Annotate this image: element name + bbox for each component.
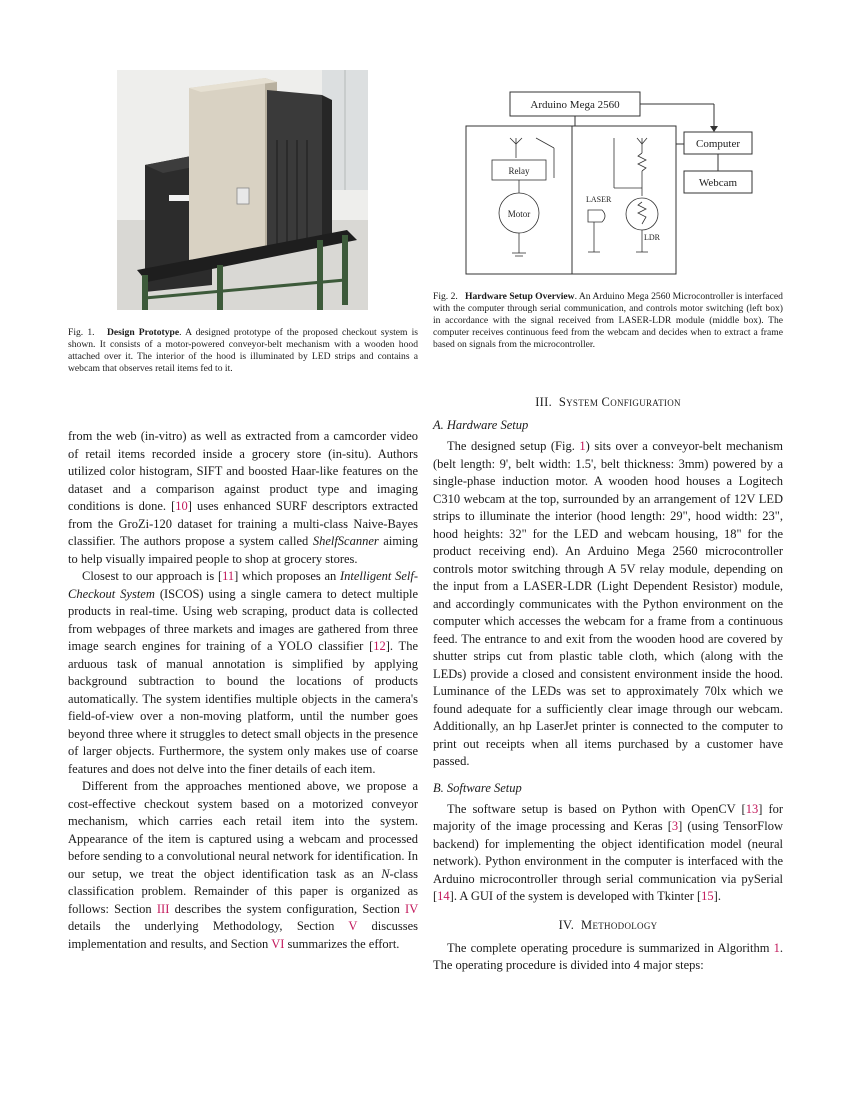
laser-label: LASER <box>586 195 612 204</box>
software-setup-paragraph: The software setup is based on Python with OpenCV [13] for majority of the image processing and Keras [3] (using TensorFlow backend) for implementing the object identification model (neural network). Python environment in the computer is interfaced with the Arduino microcontroller through serial communication via pySerial [14]. A GUI of the system is developed with Tkinter [15]. <box>433 801 784 903</box>
figure-link-1[interactable]: 1 <box>579 439 586 453</box>
section-link-v[interactable]: V <box>348 919 358 933</box>
section-iv-heading: IV. Methodology <box>558 917 658 932</box>
left-paragraph-1: from the web (in-vitro) as well as extracted from a camcorder video of retail items recorded inside a grocery store (in-situ). Authors utilized color histogram, SIFT and boosted Haar-like features on the dataset and a comparison against product type and imaging conditions is done. [10] uses enhanced SURF descriptors extracted from the GroZi-120 dataset for training a multi-class Naive-Bayes classifier. The authors propose a system called ShelfScanner aiming to help visually impaired people to shop at grocery stores. <box>68 429 419 566</box>
section-iii-heading: III. System Configuration <box>535 395 681 409</box>
ldr-label: LDR <box>644 233 660 242</box>
figure-2-caption <box>433 291 783 351</box>
left-paragraph-3: Different from the approaches mentioned above, we propose a cost-effective checkout system based on a motorized conveyor mechanism, which carries each retail item into the system. Appearance of the item is captured using a webcam and processed before sending to a convolutional neural network for identification. In our setup, we treat the object identification task as an N-class classification problem. Remainder of this paper is organized as follows: Section III describes the system configuration, Section IV details the underlying Methodology, Section V discusses implementation and results, and Section VI summarizes the effort. <box>68 779 419 951</box>
algorithm-link-1[interactable]: 1 <box>773 940 780 955</box>
citation-15[interactable]: 15 <box>701 889 714 903</box>
citation-14[interactable]: 14 <box>437 889 450 903</box>
subsection-a-heading: A. Hardware Setup <box>433 418 529 432</box>
section-link-iv[interactable]: IV <box>405 901 419 916</box>
relay-label: Relay <box>508 166 530 176</box>
fig2-prefix: Fig. 2. <box>433 291 458 302</box>
citation-10[interactable]: 10 <box>175 499 188 513</box>
subsection-b-heading: B. Software Setup <box>433 780 522 795</box>
section-link-vi[interactable]: VI <box>271 936 285 951</box>
arduino-label: Arduino Mega 2560 <box>530 99 620 111</box>
methodology-paragraph: The complete operating procedure is summarized in Algorithm 1. The operating procedure is divided into 4 major steps: <box>433 940 784 972</box>
webcam-label: Webcam <box>698 177 738 189</box>
left-paragraph-2: Closest to our approach is [11] which proposes an Intelligent Self-Checkout System (ISCOS) using a single camera to detect multiple products in real-time. Using web scraping, product data is collected from webpages of three markets and images are gathered from three image search engines for training of a YOLO classifier [12]. The arduous task of manual annotation is simplified by applying background subtraction to bound the locations of products automatically. The system identifies multiple objects in the camera's field-of-view over a non-moving platform, until the number goes beyond three where it struggles to detect small objects in the presence of larger objects. Furthermore, the system only makes use of coarse features and does not delve into the finer details of each item. <box>68 569 419 776</box>
citation-12[interactable]: 12 <box>373 639 386 653</box>
figure-1-caption <box>68 327 418 375</box>
design-prototype-photo <box>117 70 368 310</box>
section-link-iii[interactable]: III <box>156 901 170 916</box>
fig1-prefix: Fig. 1. <box>68 327 95 338</box>
citation-3[interactable]: 3 <box>671 819 679 833</box>
right-column <box>433 395 783 975</box>
citation-11[interactable]: 11 <box>222 569 235 583</box>
motor-label: Motor <box>507 209 531 219</box>
computer-label: Computer <box>696 138 740 150</box>
hardware-setup-paragraph: The designed setup (Fig. 1) sits over a conveyor-belt mechanism (belt length: 9', belt width: 1.5', belt thickness: 3mm) powered by a single-phase induction motor. A wooden hood houses a Logitech C310 webcam at the top, surrounded by an arrangement of 12V LED strips to illuminate the interior (hood length: 29", hood width: 23", hood heights: 32" for the LED and webcam housing, 18" for the product receiving end). An Arduino Mega 2560 microcontroller controls motor switching through A 5V relay module, depending on the input from a LASER-LDR (Light Dependent Resistor) module, and accordingly communicates with the Python environment on the computer which accesses the webcam for a frame from a continuous feed. The entrance to and exit from the wooden hood are covered by shutter strips cut from plastic table cloth, which (along with the LEDs) provide a closed and consistent environment inside the hood. Luminance of the LEDs was set to approximately 70lx which we found adequate for a sufficiently clear image through our webcam. Additionally, an hp LaserJet printer is connected to the computer to print out receipts when all items purchased by a customer have passed. <box>433 439 783 768</box>
hardware-setup-diagram <box>464 78 784 278</box>
fig2-title: Hardware Setup Overview <box>465 291 575 302</box>
fig1-text: . A designed prototype of the proposed checkout system is shown. It consists of a motor-powered conveyor-belt mechanism with a wooden hood attached over it. The interior of the hood is illuminated by LED strips and contains a webcam that observes retail items fed to it. <box>68 327 418 374</box>
left-column <box>68 428 418 953</box>
citation-13[interactable]: 13 <box>745 801 759 816</box>
fig2-text: . An Arduino Mega 2560 Microcontroller is interfaced with the computer through serial communication, and controls motor switching (left box) in accordance with the signal received from LASER-LDR module (middle box). The computer receives continuous feed from the webcam and decides when to extract a frame based on signals from the microcontroller. <box>433 291 783 350</box>
fig1-title: Design Prototype <box>106 327 180 338</box>
